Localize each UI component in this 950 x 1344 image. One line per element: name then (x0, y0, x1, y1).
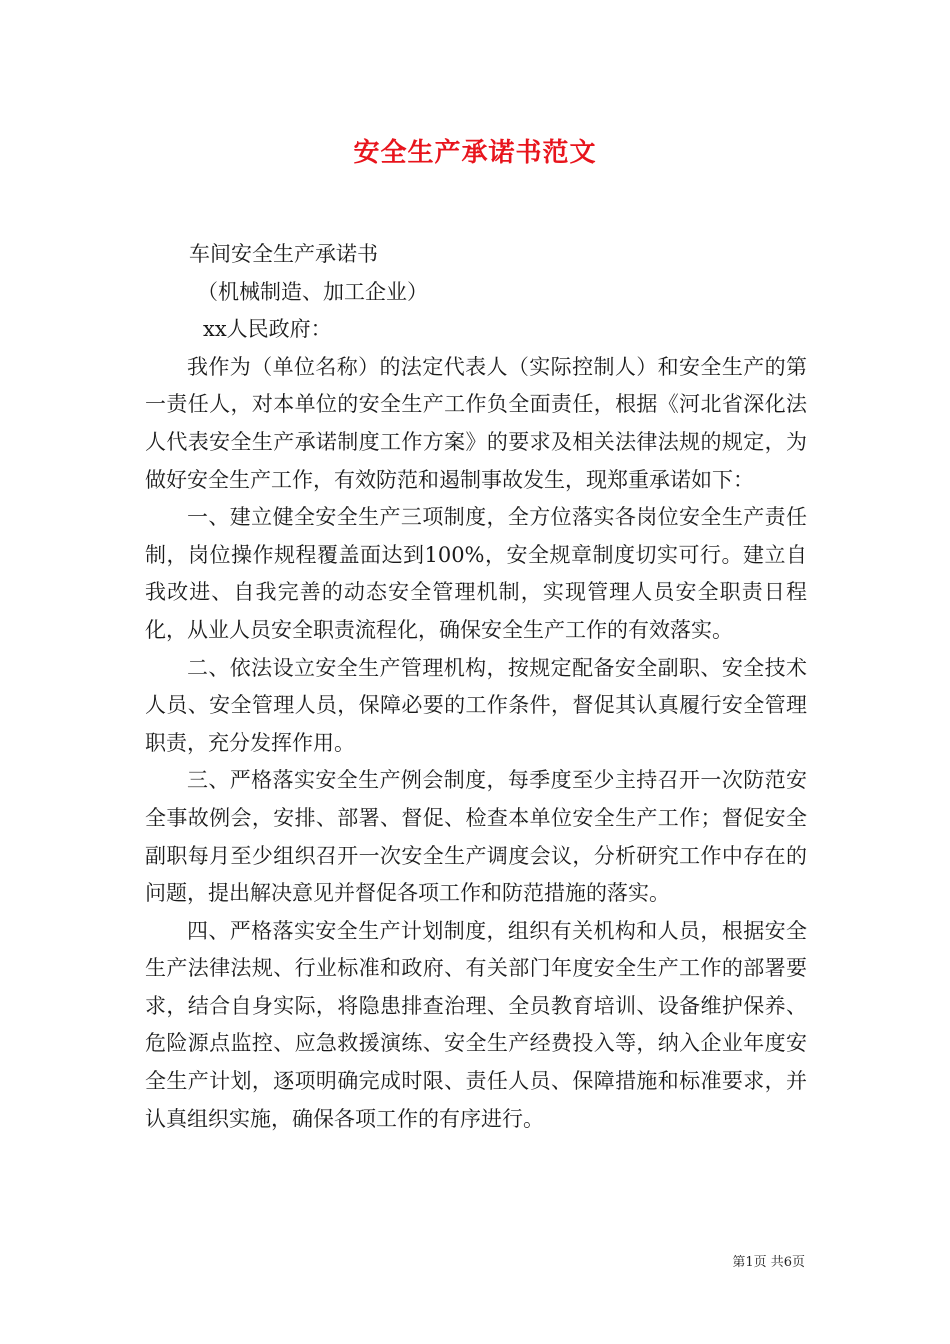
document-title: 安全生产承诺书范文 (353, 138, 597, 168)
document-heading: 车间安全生产承诺书 (189, 242, 378, 266)
page-number: 第1页 共6页 (732, 1255, 805, 1270)
paragraph-intro: 我作为（单位名称）的法定代表人（实际控制人）和安全生产的第一责任人，对本单位的安全生产工作负全面责任，根据《河北省深化法人代表安全生产承诺制度工作方案》的要求及相关法律法规的规定，为做好安全生产工作，有效防范和遏制事故发生，现郑重承诺如下： (145, 354, 807, 492)
paragraph-item-1: 一、建立健全安全生产三项制度，全方位落实各岗位安全生产责任制，岗位操作规程覆盖面达到100%，安全规章制度切实可行。建立自我改进、自我完善的动态安全管理机制，实现管理人员安全职责日程化，从业人员安全职责流程化，确保安全生产工作的有效落实。 (145, 505, 807, 642)
salutation: xx人民政府： (203, 317, 332, 342)
paragraph-item-2: 二、依法设立安全生产管理机构，按规定配备安全副职、安全技术人员、安全管理人员，保障必要的工作条件，督促其认真履行安全管理职责，充分发挥作用。 (145, 655, 807, 755)
paragraph-item-4: 四、严格落实安全生产计划制度，组织有关机构和人员，根据安全生产法律法规、行业标准和政府、有关部门年度安全生产工作的部署要求，结合自身实际，将隐患排查治理、全员教育培训、设备维护保养、危险源点监控、应急救援演练、安全生产经费投入等，纳入企业年度安全生产计划，逐项明确完成时限、责任人员、保障措施和标准要求，并认真组织实施，确保各项工作的有序进行。 (145, 918, 807, 1131)
paragraph-item-3: 三、严格落实安全生产例会制度，每季度至少主持召开一次防范安全事故例会，安排、部署、督促、检查本单位安全生产工作；督促安全副职每月至少组织召开一次安全生产调度会议，分析研究工作中存在的问题，提出解决意见并督促各项工作和防范措施的落实。 (145, 768, 807, 906)
document-body (145, 236, 807, 1138)
document-subheading: （机械制造、加工企业） (197, 279, 428, 304)
